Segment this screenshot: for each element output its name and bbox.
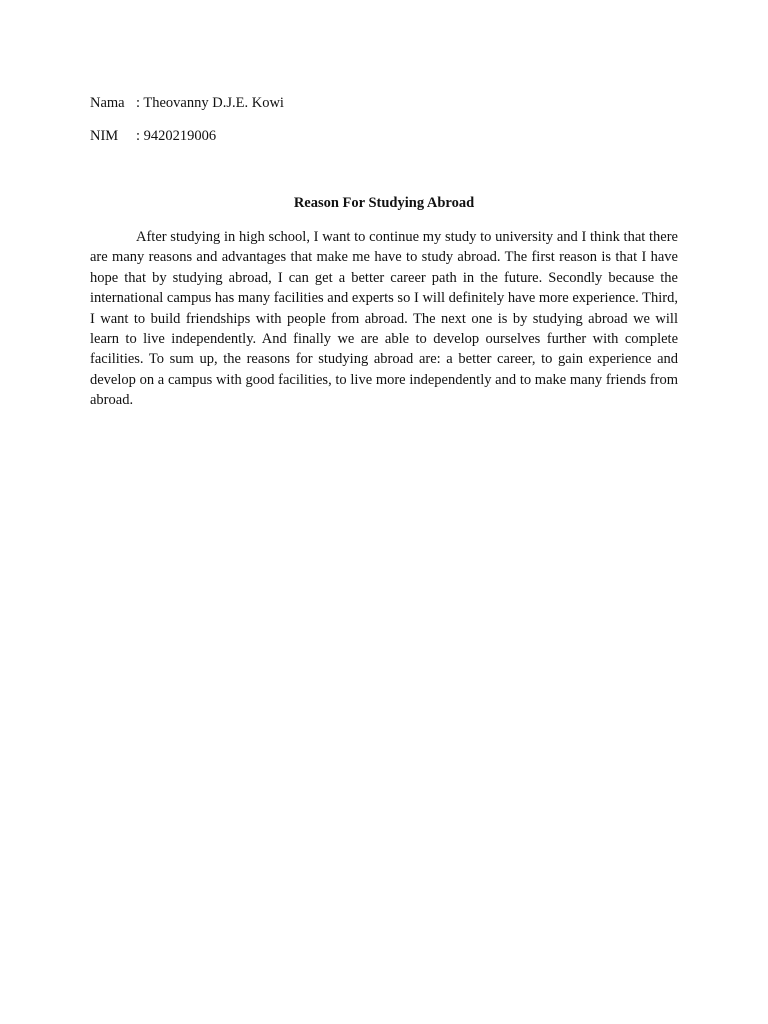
nim-value: : 9420219006 — [136, 128, 217, 144]
essay-title: Reason For Studying Abroad — [293, 195, 475, 211]
nim-label: NIM — [90, 128, 119, 144]
essay-paragraph: After studying in high school, I want to continue my study to university and I think that there are many reasons and advantages that make me have to study abroad. The first reason is that I have hope that by studying abroad, I can get a better career path in the future. Secondly because the international campus has many facilities and experts so I will definitely have more experience. Third, I want to build friendships with people from abroad. The next one is by studying abroad we will learn to live independently. And finally we are able to develop ourselves further with complete facilities. To sum up, the reasons for studying abroad are: a better career, to gain experience and develop on a campus with good facilities, to live more independently and to make many friends from abroad. — [90, 229, 678, 409]
student-nim-row — [90, 127, 216, 145]
name-value: : Theovanny D.J.E. Kowi — [136, 95, 284, 111]
student-name-row — [90, 94, 284, 112]
name-label: Nama — [90, 95, 125, 111]
